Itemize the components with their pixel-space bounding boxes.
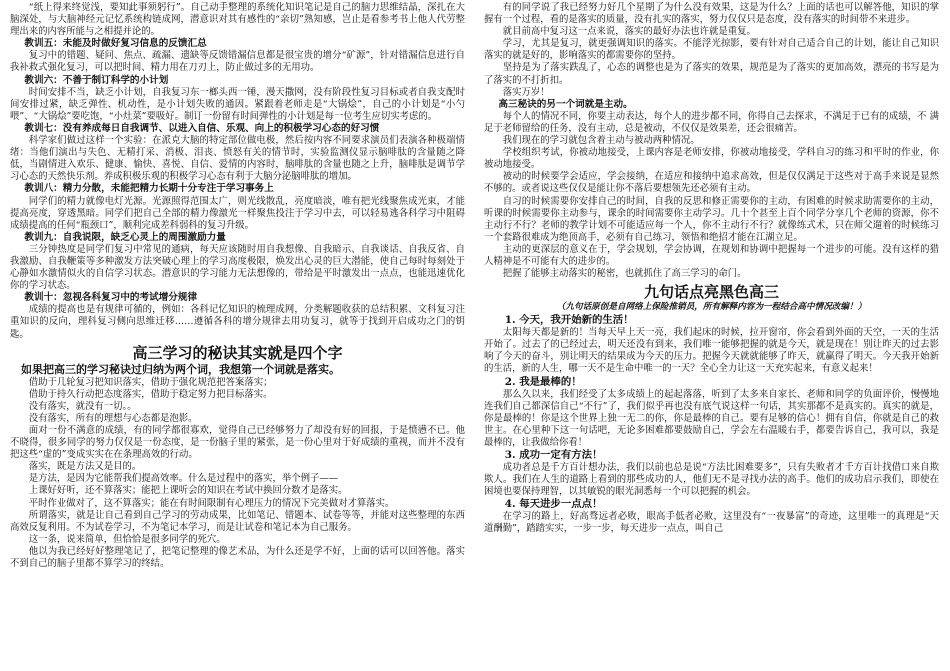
- paragraph: 没有落实，所有的理想与心态都是泡影。: [28, 412, 198, 424]
- paragraph: 落实万岁！: [502, 86, 550, 98]
- paragraph: 落实，既是方法又是目的。: [28, 461, 142, 473]
- paragraph: 平时作业做对了，这不算落实；能在有时间限制有心理压力的情况下完美做对才算落实。: [28, 497, 395, 509]
- paragraph: “纸上得来终觉浅，要知此事须躬行”。自己动手整理的系统化知识笔记是自己的脑力思维结晶，深扎在大脑深处，与大脑神经元记忆系统构链成网，潜意识对其有感性的“亲切”熟知感，岂止是看参考书上他人代劳整理出来的内容所能与之相提并论的。: [10, 2, 465, 38]
- paragraph: 学习，尤其是复习，就更强调知识的落实。不能浮光掠影，要有针对自己适合自己的计划，能让自己知识落实的就是好的，影响落实的都需要你的坚持。: [484, 38, 939, 62]
- paragraph: 同学们的精力就像电灯光源。光源照得范围太广，则光线散乱，亮度暗淡，唯有把光线聚焦成光束，才能提高亮度，穿透黑暗。同学们把自己全部的精力像激光一样聚焦投注于学习中去，可以轻易逃各科学习中阻碍成绩提高的任何“瓶颈口”，顺利完成差科弱科的复习升级。: [10, 195, 465, 231]
- point-heading-1: 1. 今天，我开始新的生活！: [504, 314, 634, 327]
- paragraph: 我们现在的学习就包含着主动与被动两种情况。: [502, 135, 700, 147]
- lesson-heading-5: 教训五：未能及时做好复习信息的反馈汇总: [24, 38, 207, 50]
- paragraph: 没有落实，就没有一切。。: [28, 400, 137, 412]
- paragraph: 太阳每天都是新的！当每天早上天一亮，我们起床的时候，拉开窗帘，你会看到外面的天空，一天的生活开始了。过去了的已经过去，明天还没有到来，我们唯一能够把握的就是今天，就是现在！别让昨天的过去影响了今天的奋斗，别让明天的结果成为今天的压力。把握今天就就能够了昨天，就赢得了明天。今天我开始新的生活，新的人生，哪一天不是生命中唯一的一天？全心全力让这一天充实起来，有意义起来！: [484, 327, 939, 375]
- paragraph: 就目前高中复习这一点来说，落实的最好办法也许就是重复。: [502, 26, 756, 38]
- paragraph: 复习中的错题、疑问、焦点、疏漏、遗缺等反馈错漏信息都是很宝贵的增分“矿源”，针对错漏信息进行自我补救式强化复习，可以把时间、精力用在刀刃上，防止做过多的无用功。: [10, 50, 465, 74]
- paragraph: 他以为我已经好好整理笔记了，把笔记整理的像艺术品，为什么还是学不好，上面的话可以回答他。落实不到自己的脑子里都不算学习的终结。: [10, 545, 465, 570]
- paragraph: 被动的时候要学会适应，学会接纳，在适应和接纳中追求高效，但是仅仅满足于这些对于高手来说是显然不够的。或者说这些仅仅是能让你不落后要想领先还必须有主动。: [484, 171, 939, 195]
- paragraph: 把握了能够主动落实的秘密，也就抓住了高三学习的命门。: [502, 268, 747, 280]
- paragraph: 借助于几轮复习把知识落实，借助于强化规范把答案落实；: [28, 376, 273, 388]
- section-note: （九句话原创是自网络上保险推销员，所有解释内容为一程结合高中情况改编！）: [556, 302, 867, 313]
- paragraph: 学校组织考试，你被动地接受，上课内容是老师安排，你被动地接受，学科自习的练习和平时的作业，你被动地接受。: [484, 147, 939, 171]
- section-title: 九句话点亮黑色高三: [643, 283, 779, 302]
- paragraph: 那么久以来，我们经受了太多成绩上的起起落落，听到了太多来自家长、老师和同学的负面评价，慢慢地连我们自己都深信自己“不行”了，我们似乎再也没有底气说这样一句话，其实那都不是真实的。真实的就是，你是最棒的！你是这个世界上独一无二的你，你是最棒的自己。要有足够的信心！拥有自信，你就是自己的救世主。在心里种下这一句话吧，无论多困难都要鼓励自己，学会左右温暖右手，都要告诉自己，我可以，我是最棒的，让我做给你看！: [484, 388, 939, 448]
- paragraph: 借助于持久行动把态度落实，借助于稳定努力把目标落实。: [28, 388, 273, 400]
- paragraph: 三分钟热度是同学们复习中常见的通病，每天应该随时用自我想像、自我暗示、自我谈话、自我反省、自我激励、自我鞭策等多种激发方法突破心理上的学习高度极限，焕发出心灵的巨大潜能，使自己每时每刻处于心静如水激情似火的自信学习状态。潜意识的学习能力无法想像的，带给是平时激发出一点点，也能迅速优化你的学习状态。: [10, 243, 465, 292]
- lesson-heading-10: 教训十：忽视各科复习中的考试增分规律: [24, 292, 198, 304]
- right-column: [484, 2, 939, 668]
- paragraph: 每个人的情况不同，你要主动表达，每个人的进步都不同，你得自己去探求，不满足于已有的成绩，不 满足于老师留给的任务，没有主动，总是被动，不仅仅是效果差，还会很痛苦。: [484, 110, 939, 134]
- section-subtitle: 如果把高三的学习秘诀过归纳为两个词，我想第一个词就是落实。: [21, 362, 340, 376]
- paragraph: 面对一份不满意的成绩，有的同学都很寡欢，觉得自己已经够努力了却没有好的回报，于是愤懑不已。他不晓得，很多同学的努力仅仅是一份态度，是一份脑子里的紧张，是一份心里对于好成绩的重视，而并不没有把这些“虚的”变成实实在在条理高效的行动。: [10, 425, 465, 461]
- section-title: 高三学习的秘诀其实就是四个字: [132, 343, 343, 362]
- paragraph: 上课好好听，还不算落实；能把上课听会的知识在考试中换回分数才是落实。: [28, 485, 348, 497]
- point-heading-3: 3. 成功一定有方法！: [504, 449, 603, 461]
- paragraph: 有的同学说了我已经努力好几个星期了为什么没有效果，这是为什么？上面的话也可以解答他，知识的掌握有一个过程，看的是落实的质量，没有扎实的落实，努力仅仅只是态度，没有落实的时间带不来进步。: [484, 2, 939, 26]
- lesson-heading-8: 教训八：精力分散，未能把精力长期十分专注于学习事务上: [24, 183, 274, 195]
- paragraph: 这一条，说来简单，但恰恰是很多同学的死穴。: [28, 533, 226, 545]
- paragraph: 坚持是为了落实跌乱了，心态的调整也是为了落实的效果，规范是为了落实的更加高效，漂亮的书写是为了落实的不打折扣。: [484, 62, 939, 86]
- paragraph: 时间安排不当，缺乏小计划，自我复习东一榔头西一锤，漫天撒网，没有阶段性复习目标或者自我支配时间安排过紧，缺乏弹性、机动性，是小计划失败的通因。紧跟着老师走是“大锅烩”，自己的小计划是“小勺喂”、“大锅烩”要吃饱，“小灶菜”要吸好。制订一份留有时间弹性的小计划是每一位考生应切实考虑的。: [10, 86, 465, 122]
- paragraph: 成功者总是千方百计想办法，我们以前也总是说“方法比困难要多”，只有失败者才千方百计找借口来自欺欺人。我们在人生的道路上看到的那些成功的人，他们无不是寻找办法的高手。他们的成功启示我们，即使在困境也要保持理智，以其敏锐的眼光洞悉每一个可以把握的机会。: [484, 462, 939, 498]
- paragraph: 在学习的路上，好高骛远者必败，眼高手低者必败，这里没有“一夜暴富”的奇迹，这里唯一的真理是“天道酬勤”，踏踏实实，一步一步，每天进步一点点，叫自己: [484, 511, 939, 535]
- left-column: [10, 2, 465, 668]
- lesson-heading-9: 教训九：自我说限，缺乏心灵上的周围激励力量: [24, 231, 226, 243]
- lesson-heading-6: 教训六：不善于制订科学的小计划: [24, 74, 169, 86]
- paragraph: 自习的时候需要你安排自己的时间，自我的反思和修正需要你的主动，有困难的时候求助需要你的主动，听课的时候需要你主动参与，课余的时间需要你主动学习。几十个甚至上百个同学分享几个老师的资源，你不主动行不行？老师的教学计划不可能适应每一个人，你不主动行不行？就像练式术，只在师父遛着的时候练习一个套路很难成为绝顶高手，必须有自己练习，领悟和绝招才能在江湖立足。: [484, 195, 939, 243]
- paragraph: 成绩的提高也是有规律可循的，例如：各科记忆知识的梳理成网，分类解题收获的总结积累、文科复习注重知识的反向，理科复习侧向思维迁移……遵循各科的增分规律去用功复习，就等于找到开启成功之门的钥匙。: [10, 304, 465, 340]
- lesson-heading-7: 教训七：没有养成每日自我调节、以进入自信、乐观、向上的积极学习心态的好习惯: [24, 122, 380, 134]
- point-heading-2: 2. 我是最棒的！: [504, 375, 582, 388]
- point-heading-4: 4. 每天进步一点点！: [504, 498, 603, 511]
- paragraph: 所谓落实，就是让自己看到自己学习的劳动成果，比如笔记、错题本、试卷等等，并能对这些整理的东西高效反复利用。不为试卷学习，不为笔记本学习，而是让试卷和笔记本为自己服务。: [10, 509, 465, 533]
- paragraph: 科学家们做过这样一个实验：在派克大脑的特定部位做电极，然后按内容不同要求演员们表演各种极端情绪：当他们演出与失色、无精打采、消极、泪丧、愤怒有关的情节时，实验监测仪显示脑啡肽的含量随之降低，当剧情进入欢乐、健康、愉快、喜悦、自信、爱情的内容时，脑啡肽的含量也随之上升，脑啡肽是调节学习心态的天然快乐剂。养成积极乐观的积极学习心态有利于大脑分泌脑啡肽的增加。: [10, 135, 465, 183]
- secret-heading: 高三秘诀的另一个词就是主动。: [498, 98, 633, 110]
- paragraph: 主动的更深层的意义在于，学会规划，学会协调，在规划和协调中把握每一个进步的可能。没有这样的猎人精神是不可能有大的进步的。: [484, 243, 939, 267]
- paragraph: 是方法，是因为它能帮我们提高效率。什么是过程中的落实，举个例子——: [28, 473, 339, 485]
